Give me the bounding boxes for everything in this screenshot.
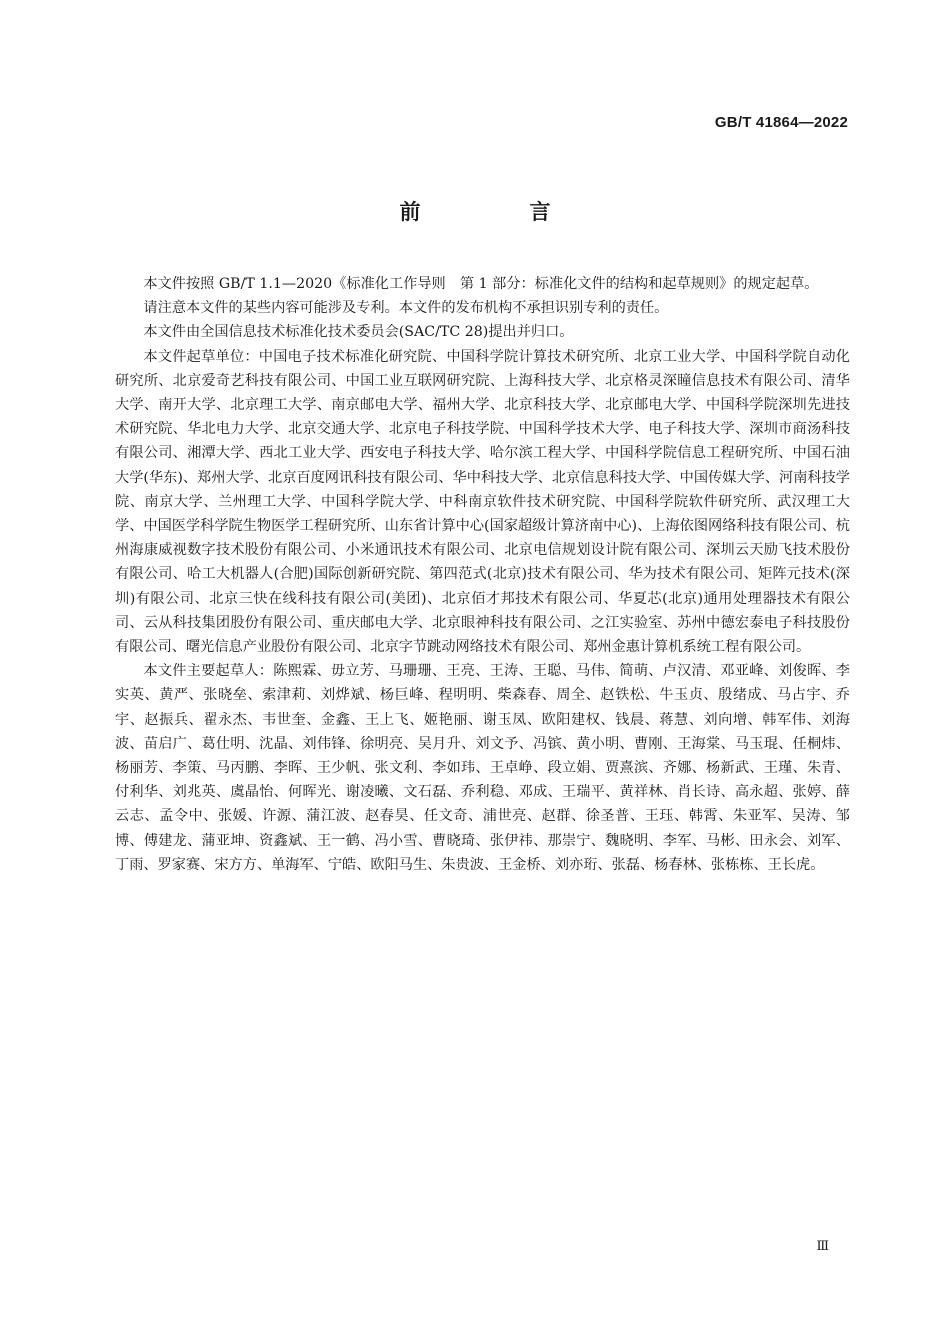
page-title: 前 言 xyxy=(399,200,595,224)
foreword-body xyxy=(115,272,850,877)
standard-number: GB/T 41864—2022 xyxy=(714,114,848,131)
page-number: Ⅲ xyxy=(816,1238,829,1253)
paragraph-drafting-units: 本文件起草单位：中国电子技术标准化研究院、中国科学院计算技术研究所、北京工业大学、中国科学院自动化研究所、北京爱奇艺科技有限公司、中国工业互联网研究院、上海科技大学、北京格灵深瞳信息技术有限公司、清华大学、南开大学、北京理工大学、南京邮电大学、福州大学、北京科技大学、北京邮电大学、中国科学院深圳先进技术研究院、华北电力大学、北京交通大学、北京电子科技学院、中国科学技术大学、电子科技大学、深圳市商汤科技有限公司、湘潭大学、西北工业大学、西安电子科技大学、哈尔滨工程大学、中国科学院信息工程研究所、中国石油大学(华东)、郑州大学、北京百度网讯科技有限公司、华中科技大学、北京信息科技大学、中国传媒大学、河南科技学院、南京大学、兰州理工大学、中国科学院大学、中科南京软件技术研究院、中国科学院软件研究所、武汉理工大学、中国医学科学院生物医学工程研究所、山东省计算中心(国家超级计算济南中心)、上海依图网络科技有限公司、杭州海康威视数字技术股份有限公司、小米通讯技术有限公司、北京电信规划设计院有限公司、深圳云天励飞技术股份有限公司、哈工大机器人(合肥)国际创新研究院、第四范式(北京)技术有限公司、华为技术有限公司、矩阵元技术(深圳)有限公司、北京三快在线科技有限公司(美团)、北京佰才邦技术有限公司、华夏芯(北京)通用处理器技术有限公司、云从科技集团股份有限公司、重庆邮电大学、北京眼神科技有限公司、之江实验室、苏州中德宏泰电子科技股份有限公司、曙光信息产业股份有限公司、北京字节跳动网络技术有限公司、郑州金惠计算机系统工程有限公司。 xyxy=(115,348,850,656)
paragraph-patent-notice: 请注意本文件的某些内容可能涉及专利。本文件的发布机构不承担识别专利的责任。 xyxy=(143,300,669,317)
paragraph-main-drafters: 本文件主要起草人：陈熙霖、毋立芳、马珊珊、王亮、王涛、王聪、马伟、简萌、卢汉清、邓亚峰、刘俊晖、李实英、黄严、张晓垒、索津莉、刘烨斌、杨巨峰、程明明、柴森春、周全、赵铁松、牛玉贞、殷绪成、马占宇、乔宇、赵振兵、翟永杰、韦世奎、金鑫、王上飞、姬艳丽、谢玉凤、欧阳建权、钱晨、蒋慧、刘向增、韩军伟、刘海波、苗启广、葛仕明、沈晶、刘伟锋、徐明亮、吴月升、刘文予、冯镔、黄小明、曹刚、王海棠、马玉琨、任桐炜、杨丽芳、李策、马丙鹏、李晖、王少帆、张文利、李如玮、王卓峥、段立娟、贾熹滨、齐娜、杨新武、王瑾、朱青、付利华、刘兆英、虞晶怡、何晖光、谢凌曦、文石磊、乔利稳、邓成、王瑞平、黄祥林、肖长诗、高永超、张婷、薛云志、孟令中、张媛、许源、蒲江波、赵春昊、任文奇、浦世亮、赵群、徐圣普、王珏、韩霄、朱亚军、吴涛、邹博、傅建龙、蒲亚坤、资鑫斌、王一鹤、冯小雪、曹晓琦、张伊祎、那崇宁、魏晓明、李军、马彬、田永会、刘军、丁雨、罗家赛、宋方方、单海军、宁皓、欧阳马生、朱贵波、王金桥、刘亦珩、张磊、杨春林、张栋栋、王长虎。 xyxy=(115,663,850,873)
paragraph-drafting-rules: 本文件按照 GB/T 1.1—2020《标准化工作导则 第 1 部分：标准化文件的结构和起草规则》的规定起草。 xyxy=(143,276,819,292)
paragraph-proposer: 本文件由全国信息技术标准化技术委员会(SAC/TC 28)提出并归口。 xyxy=(143,324,574,341)
